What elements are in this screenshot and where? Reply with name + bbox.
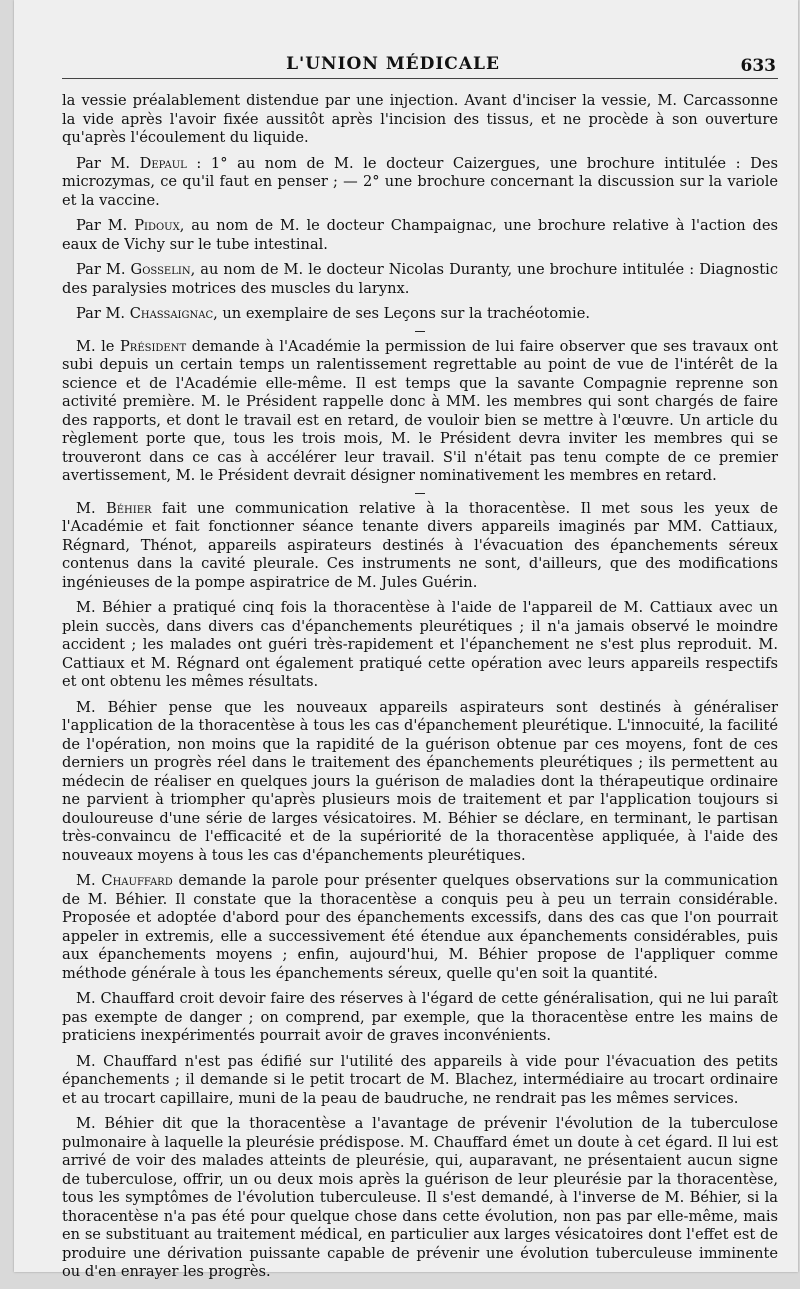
paragraph: M. Chauffard croit devoir faire des réserves à l'égard de cette généralisation, qui ne lui paraît pas exempte de danger ; on comprend, par exemple, que la thoracentèse entre les mains de praticiens inexpérimentés pourrait avoir de graves inconvénients. [62, 990, 778, 1044]
paragraph: M. le Président demande à l'Académie la permission de lui faire observer que ses travaux ont subi depuis un certain temps un ralentissement regrettable au point de vue de l'intérêt de la science et de l'Académie elle-même. Il est temps que la savante Compagnie reprenne son activité première. M. le Président rappelle donc à MM. les membres qui sont chargés de faire des rapports, et dont le travail est en retard, de vouloir bien se mettre à l'œuvre. Un article du règlement porte que, tous les trois mois, M. le Président devra inviter les membres qui se trouveront dans ce cas à accélérer leur travail. S'il n'était pas tenu compte de ce premier avertissement, M. le Président devrait désigner nominativement les membres en retard. [62, 337, 778, 484]
speaker-name: Béhier [106, 499, 152, 517]
paragraph: Par M. Pidoux, au nom de M. le docteur Champaignac, une brochure relative à l'action des eaux de Vichy sur le tube intestinal. [62, 217, 778, 253]
page-number: 633 [740, 56, 776, 76]
section-separator [415, 493, 425, 494]
article-body [62, 92, 778, 1289]
paragraph: la vessie préalablement distendue par une injection. Avant d'inciser la vessie, M. Carcassonne la vide après l'avoir fixée aussitôt après l'incision des tissus, et ne procède à son ouverture qu'après l'écoulement du liquide. [62, 92, 778, 146]
header-rule [62, 78, 778, 79]
journal-title: L'UNION MÉDICALE [286, 54, 500, 74]
speaker-name: Chauffard [101, 872, 173, 889]
paragraph: M. Béhier dit que la thoracentèse a l'avantage de prévenir l'évolution de la tuberculose pulmonaire à laquelle la pleurésie prédispose. M. Chauffard émet un doute à cet égard. Il lui est arrivé de voir des malades atteints de pleurésie, qui, auparavant, ne présentaient aucun signe de tuberculose, offrir, un ou deux mois après la guérison de leur pleurésie par la thoracentèse, tous les symptômes de l'évolution tuberculeuse. Il s'est demandé, à l'inverse de M. Béhier, si la thoracentèse n'a pas été pour quelque chose dans cette évolution, non pas par elle-même, mais en se substituant au traitement médical, en particulier aux larges vésicatoires dont l'effet est de produire une dérivation puissante capable de prévenir une évolution tuberculeuse imminente ou d'en enrayer les progrès. [62, 1115, 778, 1280]
running-header [14, 50, 798, 76]
paragraph: M. Béhier a pratiqué cinq fois la thoracentèse à l'aide de l'appareil de M. Cattiaux avec un plein succès, dans divers cas d'épanchements pleurétiques ; il n'a jamais observé le moindre accident ; les malades ont guéri très-rapidement et l'épanchement ne s'est plus reproduit. M. Cattiaux et M. Régnard ont également pratiqué cette opération avec leurs appareils respectifs et ont obtenu les mêmes résultats. [62, 599, 778, 690]
speaker-name: Depaul [139, 154, 187, 172]
paragraph: Par M. Chassaignac, un exemplaire de ses Leçons sur la trachéotomie. [76, 305, 590, 322]
paragraph: M. Béhier fait une communication relative à la thoracentèse. Il met sous les yeux de l'Académie et fait fonctionner séance tenante divers appareils imaginés par MM. Cattiaux, Régnard, Thénot, appareils aspirateurs destinés à l'évacuation des épanchements séreux contenus dans la cavité pleurale. Ces instruments ne sont, d'ailleurs, que des modifications ingénieuses de la pompe aspiratrice de M. Jules Guérin. [62, 499, 778, 591]
paragraph: Par M. Depaul : 1° au nom de M. le docteur Caizergues, une brochure intitulée : Des microzymas, ce qu'il faut en penser ; — 2° une brochure concernant la discussion sur la variole et la vaccine. [62, 154, 779, 209]
paragraph: Par M. Gosselin, au nom de M. le docteur Nicolas Duranty, une brochure intitulée : Diagnostic des paralysies motrices des muscles du larynx. [62, 261, 779, 297]
speaker-name: Président [119, 337, 187, 355]
speaker-name: Chassaignac [129, 305, 214, 322]
paragraph: M. Béhier pense que les nouveaux appareils aspirateurs sont destinés à généraliser l'application de la thoracentèse à tous les cas d'épanchement pleurétique. L'innocuité, la facilité de l'opération, non moins que la rapidité de la guérison obtenue par ces moyens, font de ces derniers un progrès réel dans le traitement des épanchements pleurétiques ; ils permettent au médecin de réaliser en quelques jours la guérison de maladies dont la thérapeutique ordinaire ne parvient à triompher qu'après plusieurs mois de traitement et par l'application toujours si douloureuse d'une série de larges vésicatoires. M. Béhier se déclare, en terminant, le partisan très-convaincu de l'efficacité et de la supériorité de la thoracentèse appliquée, à l'aide des nouveaux moyens à tous les cas d'épanchements pleurétiques. [62, 698, 778, 864]
section-separator [415, 331, 425, 332]
paragraph: M. Chauffard n'est pas édifié sur l'utilité des appareils à vide pour l'évacuation des petits épanchements ; il demande si le petit trocart de M. Blachez, intermédiaire au trocart ordinaire et au trocart capillaire, muni de la peau de baudruche, ne rendrait pas les mêmes services. [62, 1052, 778, 1107]
paragraph: M. Chauffard demande la parole pour présenter quelques observations sur la communication de M. Béhier. Il constate que la thoracentèse a conquis peu à peu un terrain considérable. Proposée et adoptée d'abord pour des épanchements excessifs, dans des cas que l'on pourrait appeler in extremis, elle a successivement été étendue aux épanchements considérables, puis aux épanchements moyens ; enfin, aujourd'hui, M. Béhier propose de l'appliquer comme méthode générale à tous les épanchements séreux, quelle qu'en soit la quantité. [62, 872, 778, 982]
speaker-name: Pidoux [134, 217, 180, 234]
speaker-name: Gosselin [130, 261, 191, 278]
page [14, 0, 798, 1280]
